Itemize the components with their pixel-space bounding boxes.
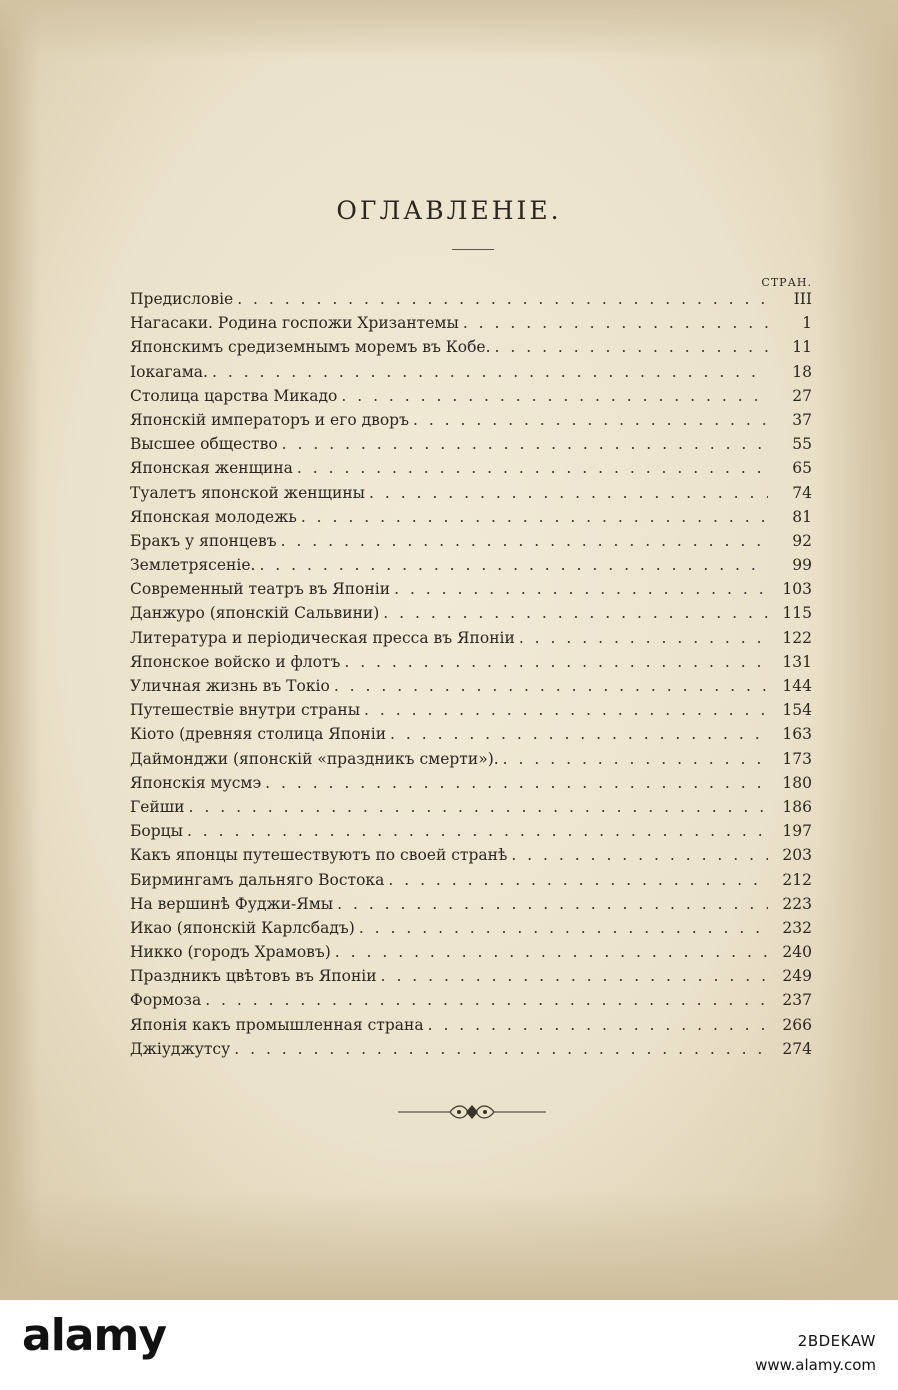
toc-entry xyxy=(130,774,812,798)
dot-leader xyxy=(503,750,768,768)
toc-entry-page: 249 xyxy=(782,967,812,986)
toc-entry xyxy=(130,991,812,1015)
dot-leader xyxy=(282,435,768,453)
toc-entry-page: 197 xyxy=(782,822,812,841)
watermark-website: www.alamy.com xyxy=(755,1356,876,1374)
toc-entry-page: 274 xyxy=(782,1039,812,1058)
toc-entry-title: Бирмингамъ дальняго Востока xyxy=(130,870,385,889)
toc-entry-title: Японія какъ промышленная страна xyxy=(130,1015,424,1034)
toc-entry-title: Даймонджи (японскій «праздникъ смерти»). xyxy=(130,749,499,768)
dot-leader xyxy=(495,338,768,356)
toc-entry-title: Высшее общество xyxy=(130,435,278,454)
toc-entry-title: Кіото (древняя столица Японіи xyxy=(130,725,387,744)
toc-entry-page: 81 xyxy=(792,507,812,526)
toc-entry xyxy=(130,701,812,725)
toc-entry xyxy=(130,338,812,362)
toc-entry xyxy=(130,580,812,604)
toc-entry-page: 115 xyxy=(782,604,812,623)
toc-entry xyxy=(130,653,812,677)
page-title: ОГЛАВЛЕНІЕ. xyxy=(336,196,562,225)
dot-leader xyxy=(511,846,768,864)
toc-entry-page: 11 xyxy=(792,338,812,357)
page-edge-shadow-right xyxy=(818,0,898,1300)
toc-entry-page: 144 xyxy=(782,677,812,695)
toc-entry xyxy=(130,1016,812,1040)
toc-entry xyxy=(130,750,812,774)
toc-entry-page: 232 xyxy=(782,918,812,937)
dot-leader xyxy=(334,677,768,695)
toc-entry xyxy=(130,1040,812,1064)
toc-entry-page: 92 xyxy=(792,531,812,550)
watermark-logo: alamy xyxy=(22,1310,166,1361)
toc-entry-title: Икао (японскій Карлсбадъ) xyxy=(130,918,355,937)
ornament-divider xyxy=(398,1100,546,1124)
toc-entry-title: На вершинѣ Фуджи-Ямы xyxy=(130,894,334,913)
toc-entry-title: Бракъ у японцевъ xyxy=(130,531,277,550)
toc-entry-page: 237 xyxy=(782,991,812,1010)
toc-entry xyxy=(130,411,812,435)
dot-leader xyxy=(383,604,768,622)
dot-leader xyxy=(259,556,768,574)
toc-entry-page: 266 xyxy=(782,1015,812,1034)
toc-entry-page: 27 xyxy=(792,386,812,405)
toc-entry-title: Іокагама. xyxy=(130,362,208,381)
dot-leader xyxy=(237,290,768,308)
dot-leader xyxy=(428,1016,768,1034)
toc-entry-title: Японскія мусмэ xyxy=(130,773,262,792)
toc-entry-page: 212 xyxy=(782,870,812,889)
dot-leader xyxy=(337,895,768,913)
toc-entry-page: 65 xyxy=(792,459,812,478)
toc-entry-title: Туалетъ японской женщины xyxy=(130,483,365,502)
toc-entry-page: 163 xyxy=(782,725,812,744)
dot-leader xyxy=(205,991,768,1009)
toc-entry-title: Землетрясеніе. xyxy=(130,556,256,575)
dot-leader xyxy=(297,459,768,477)
toc-entry-page: 186 xyxy=(782,797,812,816)
dot-leader xyxy=(265,774,768,792)
dot-leader xyxy=(344,653,768,671)
toc-entry-title: Японская женщина xyxy=(130,459,293,478)
toc-entry xyxy=(130,943,812,967)
page-column-label: СТРАН. xyxy=(761,276,812,289)
toc-entry-page: 223 xyxy=(782,894,812,913)
toc-entry xyxy=(130,677,812,701)
toc-entry-page: 203 xyxy=(782,846,812,865)
toc-entry xyxy=(130,871,812,895)
toc-entry-page: 180 xyxy=(782,773,812,792)
toc-entry-title: Японскій императоръ и его дворъ xyxy=(130,410,409,429)
toc-entry-page: 1 xyxy=(802,314,812,333)
toc-entry-title: Данжуро (японскій Сальвини) xyxy=(130,604,380,623)
toc-entry-title: Японская молодежь xyxy=(130,507,297,526)
toc-entry-title: Предисловіе xyxy=(130,290,234,308)
toc-entry-title: Столица царства Микадо xyxy=(130,386,338,405)
toc-entry-title: Какъ японцы путешествуютъ по своей странѣ xyxy=(130,846,508,865)
page-edge-shadow-left xyxy=(0,0,40,1300)
dot-leader xyxy=(519,629,768,647)
toc-entry-title: Путешествіе внутри страны xyxy=(130,701,361,720)
toc-entry-page: 103 xyxy=(782,580,812,599)
toc-entry-title: Японское войско и флотъ xyxy=(130,652,341,671)
dot-leader xyxy=(390,725,768,743)
toc-entry-title: Борцы xyxy=(130,822,183,841)
page-edge-shadow-top xyxy=(0,0,898,60)
toc-entry-title: Современный театръ въ Японіи xyxy=(130,580,391,599)
watermark-image-id: 2BDEKAW xyxy=(797,1332,876,1350)
toc-entry-page: III xyxy=(793,290,812,308)
toc-entry xyxy=(130,459,812,483)
toc-entry-page: 74 xyxy=(792,483,812,502)
toc-entry-page: 122 xyxy=(782,628,812,647)
toc-entry xyxy=(130,387,812,411)
dot-leader xyxy=(335,943,768,961)
toc-entry-page: 154 xyxy=(782,701,812,720)
toc-entry xyxy=(130,725,812,749)
toc-entry-page: 131 xyxy=(782,652,812,671)
dot-leader xyxy=(413,411,768,429)
toc-entry xyxy=(130,484,812,508)
toc-entry xyxy=(130,967,812,991)
dot-leader xyxy=(189,798,768,816)
toc-entry xyxy=(130,822,812,846)
toc-entry xyxy=(130,290,812,314)
page-edge-shadow-bottom xyxy=(0,1190,898,1300)
toc-entry-title: Гейши xyxy=(130,797,185,816)
dot-leader xyxy=(281,532,768,550)
toc-entry-title: Нагасаки. Родина госпожи Хризантемы xyxy=(130,314,459,333)
dot-leader xyxy=(234,1040,768,1058)
toc-entry xyxy=(130,556,812,580)
title-divider xyxy=(452,249,494,250)
dot-leader xyxy=(394,580,768,598)
toc-entry xyxy=(130,846,812,870)
dot-leader xyxy=(187,822,768,840)
toc-entry-title: Джіуджутсу xyxy=(130,1039,231,1058)
dot-leader xyxy=(301,508,768,526)
dot-leader xyxy=(341,387,768,405)
toc-entry-page: 18 xyxy=(792,362,812,381)
toc-entry-title: Праздникъ цвѣтовъ въ Японіи xyxy=(130,967,377,986)
dot-leader xyxy=(369,484,768,502)
toc-entry xyxy=(130,508,812,532)
toc-entry-title: Формоза xyxy=(130,991,202,1010)
dot-leader xyxy=(388,871,768,889)
toc-entry xyxy=(130,895,812,919)
toc-entry xyxy=(130,532,812,556)
toc-entry xyxy=(130,314,812,338)
toc-entry xyxy=(130,363,812,387)
toc-entry-title: Никко (городъ Храмовъ) xyxy=(130,943,331,962)
dot-leader xyxy=(359,919,768,937)
toc-entry xyxy=(130,798,812,822)
dot-leader xyxy=(381,967,768,985)
toc-entry-page: 173 xyxy=(782,749,812,768)
toc-entry-page: 240 xyxy=(782,943,812,962)
toc-entry-page: 99 xyxy=(792,556,812,575)
toc-entry xyxy=(130,629,812,653)
toc-entry-title: Литература и періодическая пресса въ Японіи xyxy=(130,628,515,647)
table-of-contents xyxy=(130,290,812,1064)
dot-leader xyxy=(212,363,768,381)
toc-entry-title: Японскимъ средиземнымъ моремъ въ Кобе. xyxy=(130,338,491,357)
toc-entry-title: Уличная жизнь въ Токіо xyxy=(130,677,330,695)
dot-leader xyxy=(364,701,768,719)
dot-leader xyxy=(463,314,768,332)
toc-entry-page: 37 xyxy=(792,410,812,429)
toc-entry xyxy=(130,919,812,943)
toc-entry-page: 55 xyxy=(792,435,812,454)
toc-entry xyxy=(130,604,812,628)
toc-entry xyxy=(130,435,812,459)
